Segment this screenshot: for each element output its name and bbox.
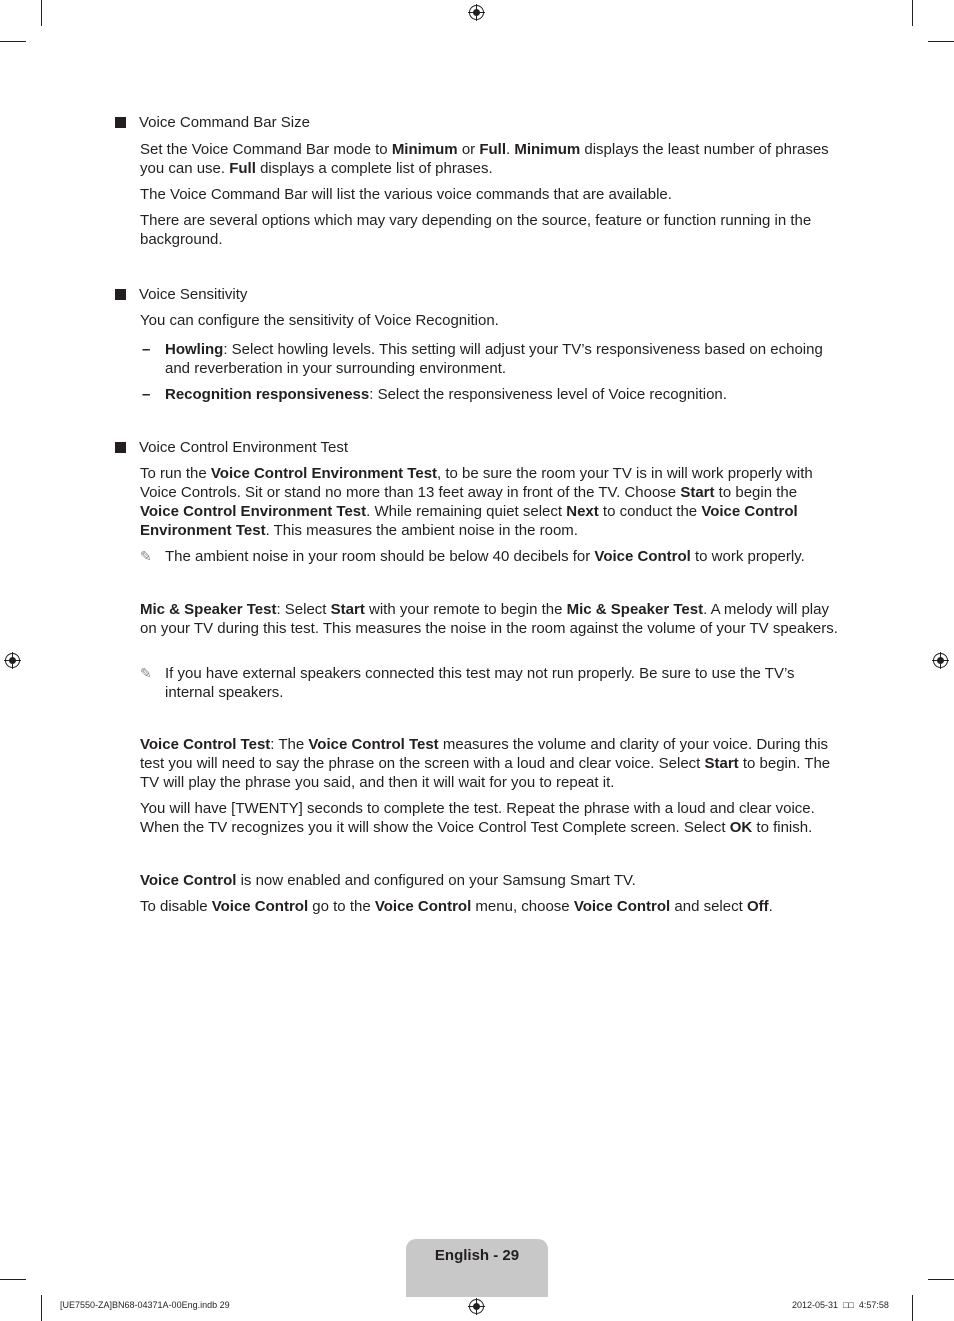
list-item: – Howling: Select howling levels. This setting will adjust your TV’s responsiveness based on echoing and reverberation in your surrounding environment.	[142, 341, 823, 377]
paragraph: Mic & Speaker Test: Select Start with your remote to begin the Mic & Speaker Test. A melody will play on your TV during this test. This measures the noise in the room against the volume of your TV speakers.	[140, 601, 838, 637]
paragraph: There are several options which may vary depending on the source, feature or function running in the background.	[140, 212, 812, 248]
paragraph: You will have [TWENTY] seconds to complete the test. Repeat the phrase with a loud and clear voice. When the TV recognizes you it will show the Voice Control Test Complete screen. Select OK to finish.	[140, 800, 815, 836]
crop-mark	[0, 41, 26, 42]
print-slug-right: 2012-05-31 □□ 4:57:58	[792, 1300, 889, 1310]
section-heading: Voice Command Bar Size	[115, 113, 310, 132]
paragraph	[140, 140, 840, 178]
crop-mark	[41, 0, 42, 26]
crop-mark	[912, 1295, 913, 1321]
note: ✎ If you have external speakers connected this test may not run properly. Be sure to use the TV’s internal speakers.	[140, 665, 795, 701]
print-slug-left: [UE7550-ZA]BN68-04371A-00Eng.indb 29	[60, 1300, 230, 1310]
registration-mark-icon	[4, 652, 21, 669]
square-bullet-icon	[115, 117, 126, 128]
square-bullet-icon	[115, 442, 126, 453]
page-number-tab: English - 29	[406, 1239, 548, 1297]
registration-mark-icon	[932, 652, 949, 669]
section-heading: Voice Sensitivity	[115, 285, 247, 304]
crop-mark	[41, 1295, 42, 1321]
list-item: – Recognition responsiveness: Select the responsiveness level of Voice recognition.	[142, 386, 727, 403]
paragraph: To disable Voice Control go to the Voice Control menu, choose Voice Control and select Off.	[140, 898, 773, 915]
paragraph: Voice Control is now enabled and configured on your Samsung Smart TV.	[140, 872, 636, 889]
crop-mark	[912, 0, 913, 26]
registration-mark-icon	[468, 4, 485, 21]
registration-mark-icon	[468, 1298, 485, 1315]
section-heading: Voice Control Environment Test	[115, 438, 348, 457]
note: ✎ The ambient noise in your room should be below 40 decibels for Voice Control to work properly.	[140, 548, 805, 565]
square-bullet-icon	[115, 289, 126, 300]
crop-mark	[0, 1279, 26, 1280]
paragraph: Voice Control Test: The Voice Control Test measures the volume and clarity of your voice. During this test you will need to say the phrase on the screen with a loud and clear voice. Select Start to begin. The TV will play the phrase you said, and then it will wait for you to repeat it.	[140, 736, 831, 791]
crop-mark	[928, 41, 954, 42]
crop-mark	[928, 1279, 954, 1280]
pencil-note-icon: ✎	[140, 665, 152, 681]
pencil-note-icon: ✎	[140, 548, 152, 564]
paragraph: You can configure the sensitivity of Voice Recognition.	[140, 312, 499, 329]
bar-mode-text: Set the Voice Command Bar mode to Minimum or Full. Minimum displays the least number of phrases you can use. Full displays a complete list of phrases.	[140, 141, 829, 177]
paragraph: The Voice Command Bar will list the various voice commands that are available.	[140, 186, 672, 203]
paragraph: To run the Voice Control Environment Test, to be sure the room your TV is in will work properly with Voice Controls. Sit or stand no more than 13 feet away in front of the TV. Choose Start to begin the Voice Control Environment Test. While remaining quiet select Next to conduct the Voice Control Environment Test. This measures the ambient noise in the room.	[140, 465, 813, 539]
